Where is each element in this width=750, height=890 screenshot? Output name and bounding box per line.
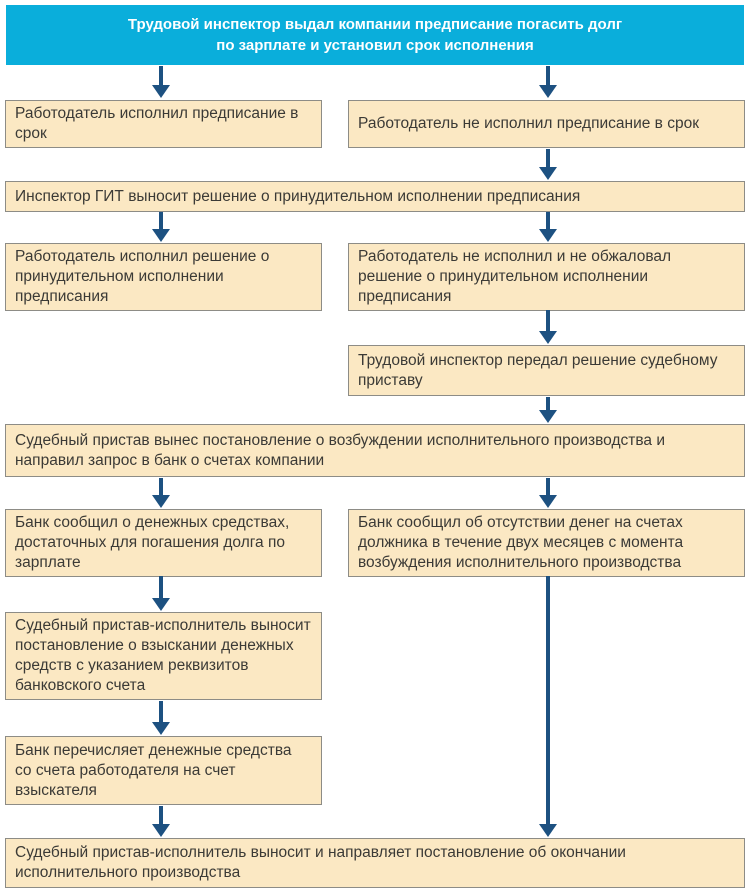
- arrow-head: [152, 824, 170, 837]
- arrow-head: [539, 410, 557, 423]
- arrow-down-icon: [539, 310, 557, 344]
- node-bank-transfers-funds: [5, 736, 322, 805]
- node-text: Банк сообщил о денежных средствах, достаточных для погашения долга по зарплате: [15, 514, 290, 571]
- node-text: Работодатель не исполнил и не обжаловал решение о принудительном исполнении предписания: [358, 248, 672, 305]
- node-employer-not-complied-in-time: [348, 100, 745, 148]
- arrow-down-icon: [539, 576, 557, 837]
- node-text: Судебный пристав-исполнитель выносит постановление о взыскании денежных средств с указанием реквизитов банковского счета: [15, 617, 311, 694]
- arrow-head: [152, 495, 170, 508]
- arrow-head: [539, 495, 557, 508]
- node-text: Работодатель не исполнил предписание в срок: [358, 115, 699, 132]
- arrow-down-icon: [539, 66, 557, 98]
- arrow-shaft: [546, 66, 550, 87]
- arrow-shaft: [159, 806, 163, 826]
- arrow-head: [152, 85, 170, 98]
- node-text: Судебный пристав-исполнитель выносит и направляет постановление об окончании исполнительного производства: [15, 844, 626, 881]
- node-text: Банк перечисляет денежные средства со счета работодателя на счет взыскателя: [15, 741, 292, 799]
- arrow-down-icon: [152, 478, 170, 508]
- node-bailiff-initiated-proceedings: [5, 424, 745, 477]
- node-text: Трудовой инспектор передал решение судебному приставу: [358, 351, 718, 389]
- arrow-down-icon: [539, 212, 557, 242]
- arrow-shaft: [159, 66, 163, 87]
- node-text: Судебный пристав вынес постановление о возбуждении исполнительного производства и направил запрос в банк о счетах компании: [15, 431, 665, 469]
- arrow-down-icon: [539, 397, 557, 423]
- node-text: Банк сообщил об отсутствии денег на счетах должника в течение двух месяцев с момента возбуждения исполнительного производства: [358, 514, 684, 571]
- arrow-head: [539, 824, 557, 837]
- arrow-shaft: [159, 576, 163, 600]
- node-prescription-issued: [6, 5, 744, 65]
- node-employer-complied-in-time: [5, 100, 322, 148]
- arrow-down-icon: [539, 478, 557, 508]
- title-line-1: Трудовой инспектор выдал компании предписание погасить долг: [127, 16, 623, 33]
- arrow-shaft: [546, 576, 550, 826]
- arrow-shaft: [159, 701, 163, 724]
- node-bailiff-ends-proceedings: [5, 838, 745, 888]
- node-employer-complied-decision: [5, 243, 322, 311]
- node-bank-reported-sufficient-funds: [5, 509, 322, 577]
- arrow-shaft: [546, 149, 550, 169]
- arrow-down-icon: [152, 806, 170, 837]
- arrow-head: [539, 85, 557, 98]
- title-line-2: по зарплате и установил срок исполнения: [216, 37, 534, 54]
- arrow-head: [539, 229, 557, 242]
- node-text: Работодатель исполнил решение о принудительном исполнении предписания: [15, 248, 270, 305]
- node-bailiff-collection-order: [5, 612, 322, 700]
- node-employer-not-complied-not-appealed: [348, 243, 745, 311]
- arrow-shaft: [546, 310, 550, 333]
- arrow-down-icon: [152, 576, 170, 611]
- node-text: Инспектор ГИТ выносит решение о принудительном исполнении предписания: [15, 187, 581, 205]
- arrow-down-icon: [539, 149, 557, 180]
- node-text: Работодатель исполнил предписание в срок: [15, 105, 299, 142]
- arrow-down-icon: [152, 212, 170, 242]
- arrow-head: [152, 598, 170, 611]
- arrow-head: [539, 331, 557, 344]
- node-git-inspector-decision: [5, 181, 745, 212]
- arrow-head: [152, 229, 170, 242]
- node-bank-reported-no-funds: [348, 509, 745, 577]
- arrow-down-icon: [152, 701, 170, 735]
- arrow-down-icon: [152, 66, 170, 98]
- arrow-head: [152, 722, 170, 735]
- node-inspector-transferred-to-bailiff: [348, 345, 745, 396]
- arrow-head: [539, 167, 557, 180]
